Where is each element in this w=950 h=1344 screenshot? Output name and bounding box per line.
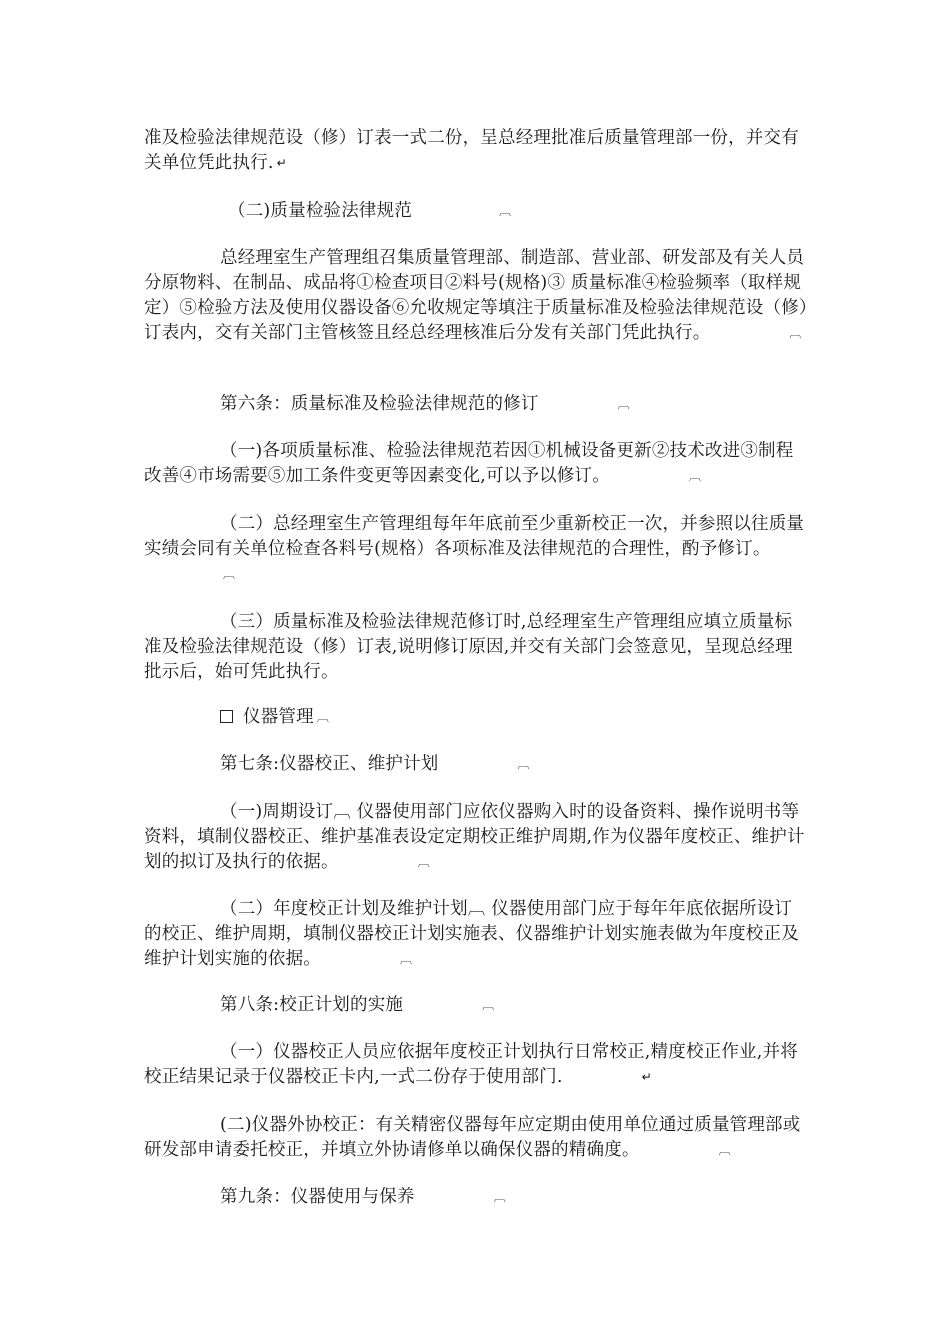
paragraph-text: 准及检验法律规范设（修）订表一式二份，呈总经理批准后质量管理部一份，并交有关单位凭此执行. [144,128,799,173]
paragraph-text: 总经理室生产管理组召集质量管理部、制造部、营业部、研发部及有关人员分原物料、在制品、成品将①检查项目②料号(规格)③ 质量标准④检验频率（取样规定）⑤检验方法及使用仪器设备⑥允收规定等填注于质量标准及检验法律规范设（修）订表内，交有关部门主管核签且经总经理核准后分发有关部门凭此执行。 [144,248,808,343]
line-break-mark-icon: ↵ [641,1070,652,1084]
paragraph-text: （一)各项质量标准、检验法律规范若因①机械设备更新②技术改进③制程改善④市场需要⑤加工条件变更等因素变化,可以予以修订。 [144,441,794,486]
paragraph-mark-icon: ︹ [617,397,630,411]
checkbox-icon [220,710,233,723]
paragraph-mark-icon: ︹ [789,326,802,340]
paragraph-mark-icon: ︹ [718,1143,731,1157]
paragraph [144,1113,809,1163]
section-heading [144,705,809,730]
paragraph-mark-icon: ︹ [499,204,512,218]
paragraph-mark-icon: ︹ [223,567,236,581]
paragraph [144,897,809,972]
heading-text: （二)质量检验法律规范 [228,201,413,221]
paragraph-text: （一）仪器校正人员应依据年度校正计划执行日常校正,精度校正作业,并将校正结果记录于仪器校正卡内,一式二份存于使用部门. [144,1042,798,1087]
paragraph [144,439,809,489]
paragraph-mark-icon: ︹ [517,757,530,771]
paragraph-mark-icon: ︹ [688,469,702,483]
heading-text: 第九条：仪器使用与保养 [220,1187,415,1207]
paragraph-text: （三）质量标准及检验法律规范修订时,总经理室生产管理组应填立质量标准及检验法律规范设（修）订表,说明修订原因,并交有关部门会签意见，呈现总经理批示后，始可凭此执行。 [144,612,793,682]
paragraph-text: (二)仪器外协校正：有关精密仪器每年应定期由使用单位通过质量管理部或研发部申请委托校正，并填立外协请修单以确保仪器的精确度。 [144,1115,801,1160]
article-heading [144,752,809,777]
paragraph-mark-icon: ︹ [400,952,413,966]
paragraph-text: （二）总经理室生产管理组每年年底前至少重新校正一次，并参照以往质量实绩会同有关单位检查各料号(规格）各项标准及法律规范的合理性，酌予修订。 [144,514,805,559]
line-break-mark-icon: ↵ [276,156,287,170]
heading-text: 仪器管理 [243,707,314,727]
paragraph-mark-icon: ︹ [482,998,495,1012]
paragraph [144,800,809,875]
paragraph [144,512,809,587]
heading-text: 第七条:仪器校正、维护计划 [220,754,439,774]
paragraph-text: （二）年度校正计划及维护计划︹ 仪器使用部门应于每年年底依据所设订的校正、维护周期，填制仪器校正计划实施表、仪器维护计划实施表做为年度校正及维护计划实施的依据。 [144,899,799,969]
section-heading [144,199,809,224]
paragraph [144,610,809,685]
paragraph [144,126,809,176]
paragraph-mark-icon: ︹ [316,710,330,724]
heading-text: 第六条：质量标准及检验法律规范的修订 [220,394,539,414]
article-heading [144,993,809,1018]
paragraph-mark-icon: ︹ [493,1190,506,1204]
article-heading [144,392,809,417]
paragraph [144,1040,809,1090]
paragraph [144,246,809,346]
article-heading [144,1185,809,1210]
heading-text: 第八条:校正计划的实施 [220,995,404,1015]
paragraph-mark-icon: ︹ [417,855,430,869]
paragraph-text: （一)周期设订︹ 仪器使用部门应依仪器购入时的设备资料、操作说明书等资料，填制仪器校正、维护基准表设定定期校正维护周期,作为仪器年度校正、维护计划的拟订及执行的依据。 [144,802,805,872]
